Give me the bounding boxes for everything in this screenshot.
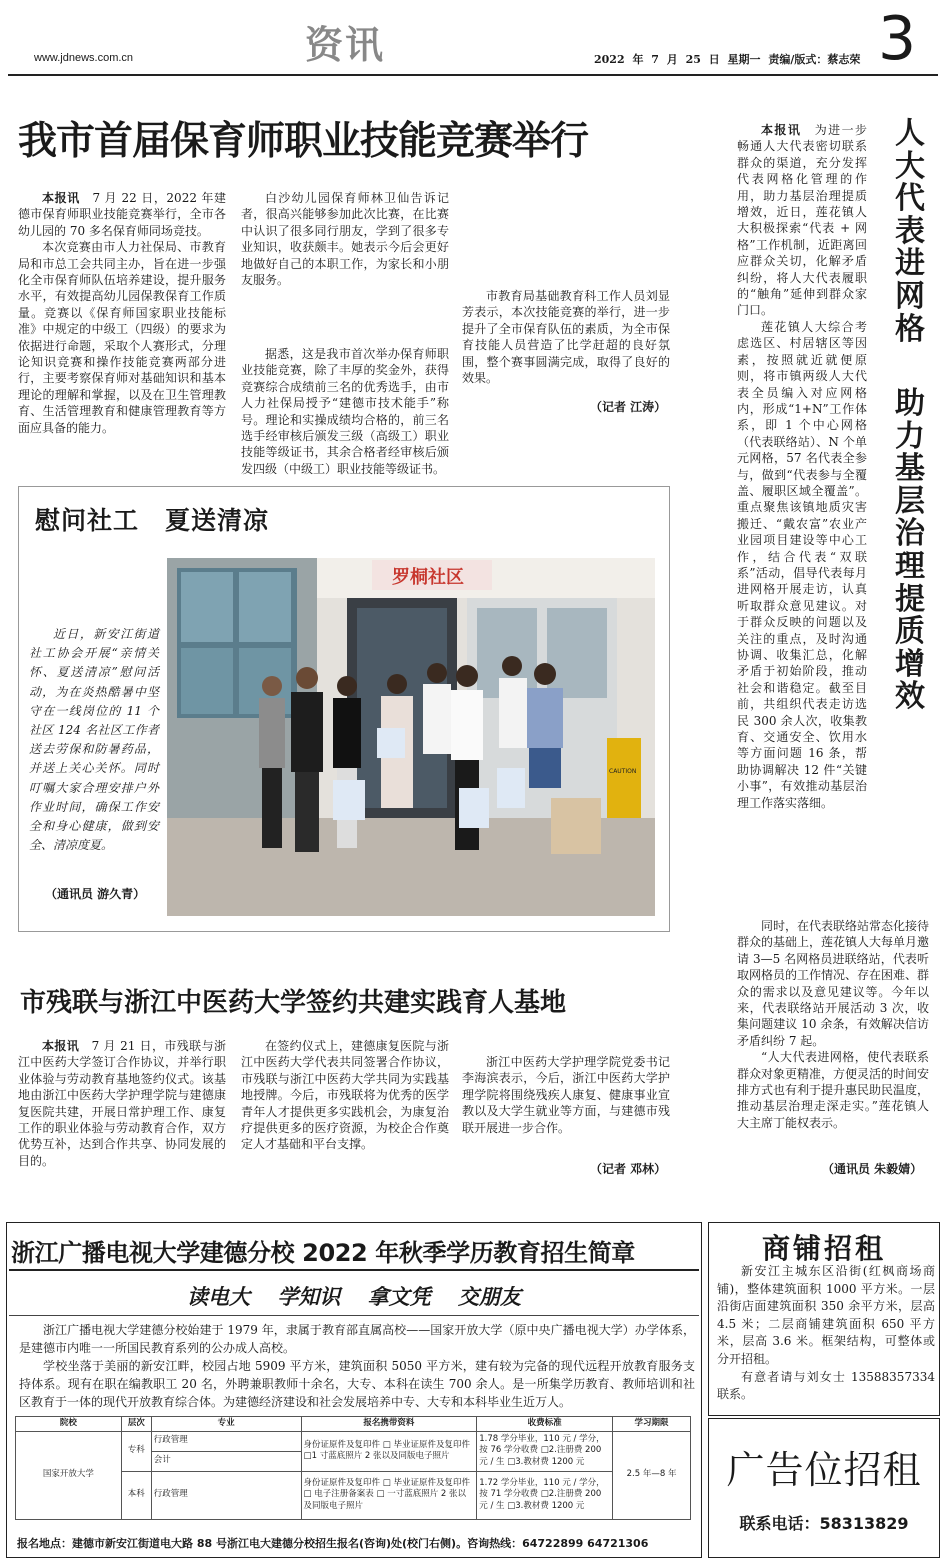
table-header-cell: 层次	[121, 1417, 151, 1432]
article4-paragraph: 同时，在代表联络站常态化接待群众的基础上，莲花镇人大每单月邀请 3—5 名网格员进联络站，代表听取网格员的工作情况、存在困难、群众的需求以及意见建议等。今年以来，代表联络站开展活动 3 次，收集问题建议 10 余条，有效解决信访矛盾纠纷 7 起。	[737, 919, 930, 1048]
masthead	[0, 0, 946, 80]
shop-ad-body	[717, 1263, 935, 1404]
article4-column-top	[737, 122, 867, 811]
school-ad-title: 浙江广播电视大学建德分校 2022 年秋季学历教育招生简章	[11, 1239, 635, 1267]
table-fee-cell: 1.78 学分毕业，110 元 / 学分，按 76 学分收费 □2.注册费 200 元 / 生 □3.教材费 1200 元	[477, 1431, 613, 1471]
school-ad-paragraph: 浙江广播电视大学建德分校始建于 1979 年，隶属于教育部直属高校——国家开放大学（原中央广播电视大学）办学体系，是建德市内唯一一所国民教育系列的公办成人高校。	[19, 1323, 695, 1355]
article4-paragraph: 莲花镇人大综合考虑选区、村居辖区等因素，按照就近就便原则，将市镇两级人大代表全员编入对应网格内，形成“1+N”工作体系，即 1 个中心网格（代表联络站）、N 个单元网格，57 名代表全参与，做到“代表参与全覆盖、履职区域全覆盖”。重点聚焦该镇地质灾害搬迁、“戴农富”农业产业园项目建设等中心工作，结合代表“双联系”活动，倡导代表每月进网格开展走访，认真听取群众意见建议。对于群众反映的问题以及关注的重点，及时沟通协调、收集汇总，化解矛盾于初始阶段，推动社会和谐稳定。截至目前，共组织代表走访选民 300 余人次，收集教育、交通安全、饮用水等方面问题 16 条，帮助协调解决 12 件“关键小事”，有效推动基层治理工作落实落细。	[737, 319, 867, 810]
article3-column-2	[241, 1038, 449, 1153]
article2-headline: 慰问社工 夏送清凉	[35, 506, 270, 535]
table-major-cell: 行政管理	[151, 1431, 301, 1451]
article3-byline: （记者 邓林）	[590, 1162, 667, 1176]
article2-text	[29, 625, 159, 855]
table-level-cell: 本科	[121, 1471, 151, 1519]
article1-paragraph: 本次竞赛由市人力社保局、市教育局和市总工会共同主办，旨在进一步强化全市保育师队伍培养建设，提升服务水平，有效提高幼儿园保教保育工作质量。竞赛以《保育师国家职业技能标准》中规定的中级工（四级）的要求为依据进行命题，采取个人赛形式，分理论知识竞赛和操作技能竞赛两部分进行，主要考察保育师对基础知识和基本理论的理解和掌握，以及在卫生管理教育、生活管理教育和健康管理教育等方面应具备的能力。	[18, 240, 226, 435]
article3-headline: 市残联与浙江中医药大学签约共建实践育人基地	[20, 988, 567, 1018]
article1-column-3	[462, 288, 670, 386]
shop-rental-ad	[708, 1222, 940, 1416]
article3-paragraph: 浙江中医药大学护理学院党委书记李海滨表示，今后，浙江中医药大学护理学院将围绕残疾人康复、健康事业宣教以及大学生就业等方面，与建德市残联开展进一步合作。	[462, 1055, 670, 1135]
article4-paragraph: “人大代表进网格，使代表联系群众对象更精准，方便灵活的时间安排方式也有利于提升惠民助民温度，推动基层治理走深走实。”莲花镇人大主席丁能权表示。	[737, 1050, 930, 1130]
article4-headline-line2: 助力基层治理提质增效	[895, 386, 925, 715]
ad-space-contact: 联系电话：58313829	[739, 1514, 909, 1533]
article1-paragraph: 白沙幼儿园保育师林卫仙告诉记者，很高兴能够参加此次比赛，在比赛中认识了很多同行朋友，学到了很多专业知识，收获颇丰。她表示今后会更好地做好自己的本职工作，为家长和小朋友服务。	[241, 191, 449, 288]
table-header-cell: 报名携带资料	[301, 1417, 477, 1432]
ad-space-title: 广告位招租	[726, 1448, 922, 1492]
photo-sign-text: 罗桐社区	[392, 567, 464, 588]
table-fee-cell: 1.72 学分毕业，110 元 / 学分，按 71 学分收费 □2.注册费 200 元 / 生 □3.教材费 1200 元	[477, 1471, 613, 1519]
school-ad-rule-2	[9, 1315, 699, 1316]
article4-lead: 本报讯	[761, 123, 802, 137]
article3-paragraph: 在签约仪式上，建德康复医院与浙江中医药大学代表共同签署合作协议，市残联与浙江中医药大学共同为实践基地授牌。今后，市残联将为优秀的医学青年人才提供更多实践机会，为康复治疗提供更多的医疗资源，为校企合作奠定人才基础和平台支撑。	[241, 1039, 449, 1152]
article1-lead: 本报讯	[42, 191, 80, 205]
shop-ad-title: 商铺招租	[761, 1232, 886, 1265]
table-header-row	[16, 1417, 691, 1432]
masthead-rule	[8, 74, 938, 76]
article3-lead: 本报讯	[42, 1039, 80, 1053]
school-ad-body	[19, 1321, 695, 1411]
table-header-cell: 学习期限	[613, 1417, 691, 1432]
school-admission-ad	[6, 1222, 702, 1558]
article4-column-bottom	[737, 918, 929, 1131]
shop-ad-paragraph: 有意者请与刘女士 13588357334 联系。	[717, 1369, 935, 1402]
table-duration-cell: 2.5 年—8 年	[613, 1431, 691, 1519]
section-title: 资讯	[305, 23, 386, 67]
article4-headline-line1: 人大代表进网格	[895, 116, 925, 347]
article2-paragraph: 近日，新安江街道社工协会开展“亲情关怀、夏送清凉”慰问活动，为在炎热酷暑中坚守在一线岗位的 11 个社区 124 名社区工作者送去劳保和防暑药品，并送上关心关怀。同时叮嘱大家合理安排户外作业时间，确保工作安全和身心健康，做到安全、清凉度夏。	[29, 627, 159, 853]
table-header-cell: 专业	[151, 1417, 301, 1432]
school-ad-slogan: 读电大 学知识 拿文凭 交朋友	[187, 1285, 521, 1309]
table-school-cell: 国家开放大学	[16, 1431, 122, 1519]
article3-column-3	[462, 1054, 670, 1136]
table-docs-cell: 身份证原件及复印件 □ 毕业证原件及复印件 □1 寸蓝底照片 2 张以及同版电子照片	[301, 1431, 477, 1471]
caution-sign-text: CAUTION	[609, 768, 637, 775]
article3-paragraph: 7 月 21 日，市残联与浙江中医药大学签订合作协议，并举行职业体验与劳动教育基地签约仪式。该基地由浙江中医药大学护理学院与建德康复医院共建，开展日常护理工作、康复工作的职业体验与劳动教育合作，双方优势互补，达到合作共享、协同发展的目的。	[18, 1039, 226, 1168]
article2-byline: （通讯员 游久青）	[45, 887, 146, 901]
article2-box	[18, 486, 670, 932]
table-major-cell: 行政管理	[151, 1471, 301, 1519]
article1-column-2	[241, 190, 449, 288]
article2-photo	[167, 558, 655, 916]
shop-ad-paragraph: 新安江主城东区沿街(红枫商场商铺)，整体建筑面积 1000 平方米。一层沿街店面建筑面积 350 余平方米，层高 4.5 米；二层商铺建筑面积 650 平方米，层高 3.6 米。框架结构，可整体或分开招租。	[717, 1264, 935, 1366]
school-ad-table	[15, 1416, 691, 1520]
article1-paragraph: 7 月 22 日，2022 年建德市保育师职业技能竞赛举行，全市各幼儿园的 70 多名保育师同场竞技。	[18, 191, 226, 238]
article4-paragraph: 为进一步畅通人大代表密切联系群众的渠道，充分发挥代表网格化管理的作用，助力基层治理提质增效，近日，莲花镇人大积极探索“代表 + 网格”工作机制，近距离回应群众关切，化解矛盾纠纷，将人大代表履职的“触角”延伸到群众家门口。	[737, 123, 867, 318]
page-number: 3	[878, 4, 917, 74]
school-ad-paragraph: 学校坐落于美丽的新安江畔，校园占地 5909 平方米，建筑面积 5050 平方米，建有较为完备的现代远程开放教育服务支持体系。现有在职在编教职工 20 名，外聘兼职教师十余名，大专、本科在读生 700 余人。是一所集学历教育、教师培训和社区教育于一体的现代开放教育综合体。为建德经济建设和社会发展培养中专、大专和本科毕业生近万人。	[19, 1359, 695, 1409]
article1-paragraph: 市教育局基础教育科工作人员刘显芳表示，本次技能竞赛的举行，进一步提升了全市保育队伍的素质，为全市保育技能人员营造了比学赶超的良好氛围，整个赛事圆满完成，取得了良好的效果。	[462, 289, 670, 386]
school-ad-rule	[9, 1269, 699, 1271]
article1-paragraph: 据悉，这是我市首次举办保育师职业技能竞赛，除了丰厚的奖金外，获得竞赛综合成绩前三名的优秀选手，由市人力社保局授予“建德市技术能手”称号。理论和实操成绩均合格的，前三名选手经审核后颁发三级（高级工）职业技能等级证书，其余合格者经审核后颁发四级（中级工）职业技能等级证书。	[241, 347, 449, 476]
table-header-cell: 收费标准	[477, 1417, 613, 1432]
issue-info: 2022 年 7 月 25 日 星期一 责编/版式：蔡志荣	[594, 53, 861, 66]
article4-byline: （通讯员 朱毅婧）	[822, 1162, 923, 1176]
ad-space-rental	[708, 1418, 940, 1558]
table-header-cell: 院校	[16, 1417, 122, 1432]
article1-byline: （记者 江涛）	[590, 400, 667, 414]
table-docs-cell: 身份证原件及复印件 □ 毕业证原件及复印件 □ 电子注册备案表 □ 一寸蓝底照片 2 张以及同版电子照片	[301, 1471, 477, 1519]
article1-headline: 我市首届保育师职业技能竞赛举行	[18, 119, 589, 164]
table-major-cell: 会计	[151, 1451, 301, 1471]
school-ad-footer: 报名地点：建德市新安江街道电大路 88 号浙江电大建德分校招生报名(咨询)处(校门右侧)。咨询热线：64722899 64721306	[17, 1537, 649, 1550]
masthead-url[interactable]: www.jdnews.com.cn	[34, 52, 134, 64]
article1-column-2b	[241, 346, 449, 477]
article1-column-1	[18, 190, 226, 436]
table-level-cell: 专科	[121, 1431, 151, 1471]
article3-column-1	[18, 1038, 226, 1169]
volunteers-photo-illustration	[167, 558, 655, 916]
table-row	[16, 1431, 691, 1451]
